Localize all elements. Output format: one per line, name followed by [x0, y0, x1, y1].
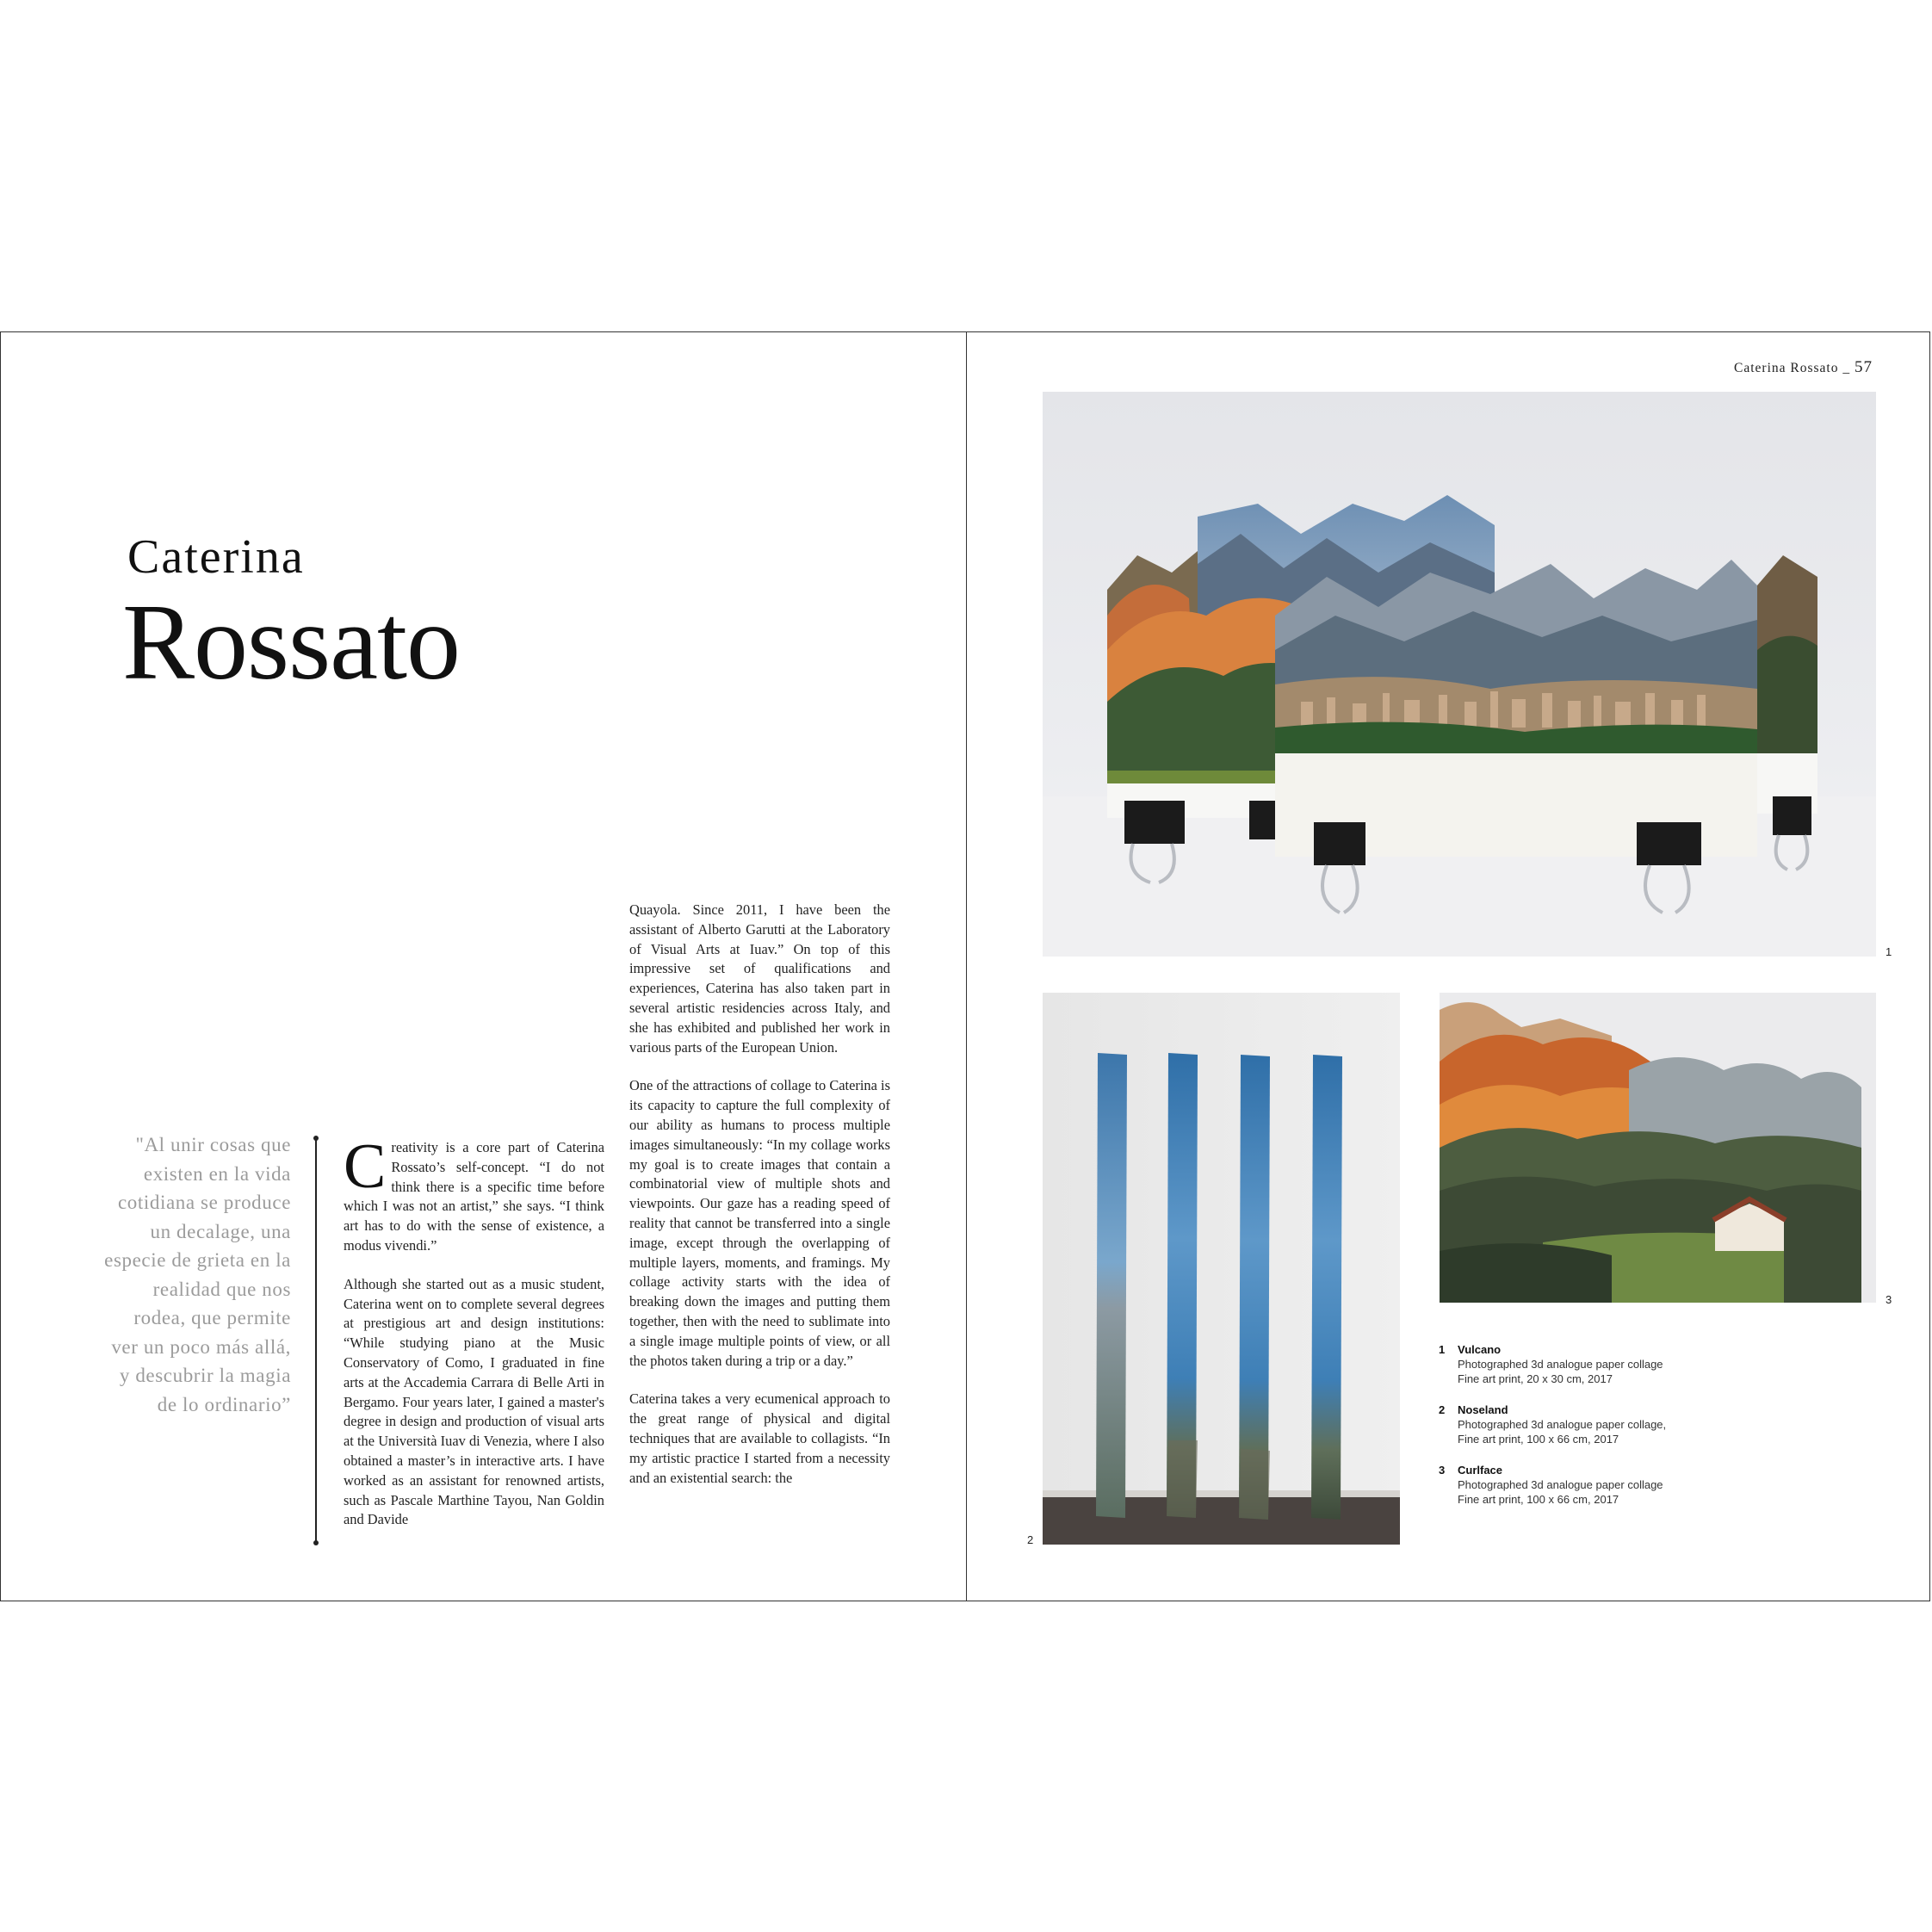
pull-quote-rule: [315, 1138, 317, 1543]
plate-number: 1: [1886, 945, 1892, 958]
body-paragraph: One of the attractions of collage to Caterina is its capacity to capture the full complexity of our ability as humans to process multiple images simultaneously: “In my collage works my goal is to create images that contain a combinatorial view of multiple shots and viewpoints. Our gaze has a reading speed of reality that cannot be transferred into a single image, except through the overlapping of multiple layers, moments, and framings. My collage activity starts with the idea of breaking down the images and putting them together, then with the need to sublimate into a single image multiple points of view, or all the photos taken during a trip or a day.”: [629, 1077, 890, 1369]
running-head: [1734, 358, 1873, 377]
caption-details: Fine art print, 20 x 30 cm, 2017: [1458, 1372, 1613, 1385]
caption-medium: Photographed 3d analogue paper collage: [1458, 1358, 1663, 1371]
caption-item: [1439, 1403, 1697, 1446]
caption-item: [1439, 1342, 1697, 1386]
page-number: 57: [1854, 358, 1873, 376]
drop-cap: C: [344, 1131, 387, 1202]
body-paragraph: Quayola. Since 2011, I have been the assistant of Alberto Garutti at the Laboratory of Visual Arts at Iuav.” On top of this impressive set of qualifications and experiences, Caterina has also taken part in several artistic residencies across Italy, and she has exhibited and published her work in various parts of the European Union.: [629, 901, 890, 1056]
gutter-line: [966, 331, 967, 1601]
artwork-photo-vulcano: [1043, 392, 1876, 957]
article-title-last-name: Rossato: [122, 583, 461, 703]
body-paragraph: Caterina takes a very ecumenical approach to the great range of physical and digital techniques that are available to collagists. “In my artistic practice I started from a necessity and an existential search: the: [629, 1390, 890, 1486]
caption-details: Fine art print, 100 x 66 cm, 2017: [1458, 1433, 1619, 1446]
body-paragraph: [344, 1131, 604, 1256]
caption-medium: Photographed 3d analogue paper collage: [1458, 1478, 1663, 1491]
photo-captions: [1439, 1342, 1697, 1523]
caption-number: 3: [1439, 1464, 1446, 1477]
plate-number: 2: [1027, 1533, 1034, 1546]
paragraph-text: reativity is a core part of Caterina Rossato’s self-concept. “I do not think there is a specific time before which I was not an artist,” she says. “I think art has to do with the sense of existence, a modus vivendi.”: [344, 1139, 604, 1254]
caption-medium: Photographed 3d analogue paper collage,: [1458, 1418, 1667, 1431]
caption-item: [1439, 1463, 1697, 1507]
caption-number: 1: [1439, 1343, 1446, 1356]
caption-number: 2: [1439, 1403, 1446, 1416]
caption-title: Noseland: [1458, 1403, 1508, 1416]
caption-title: Curlface: [1458, 1464, 1503, 1477]
artwork-photo-curlface: [1440, 993, 1876, 1303]
pull-quote: "Al unir cosas que existen en la vida cotidiana se produce un decalage, una especie de grieta en la realidad que nos rodea, que permite ver un poco más allá, y descubrir la magia de lo ordinario”: [104, 1134, 291, 1415]
article-title-first-name: Caterina: [127, 530, 305, 584]
plate-number: 3: [1886, 1293, 1892, 1306]
body-column-2: [629, 901, 890, 1507]
body-paragraph: Although she started out as a music student, Caterina went on to complete several degrees at prestigious art and design institutions: “While studying piano at the Music Conservatory of Como, I graduated in fine arts at the Accademia Carrara di Belle Arti in Bergamo. Four years later, I gained a master's degree in design and production of visual arts at the Università Iuav di Venezia, where I also obtained a master’s in interactive arts. I have worked as an assistant for renowned artists, such as Pascale Marthine Tayou, Nan Goldin and Davide: [344, 1275, 604, 1528]
caption-title: Vulcano: [1458, 1343, 1502, 1356]
body-column-1: [344, 1131, 604, 1549]
artwork-photo-noseland: [1043, 993, 1400, 1545]
running-head-text: Caterina Rossato _: [1734, 361, 1851, 375]
caption-details: Fine art print, 100 x 66 cm, 2017: [1458, 1493, 1619, 1506]
